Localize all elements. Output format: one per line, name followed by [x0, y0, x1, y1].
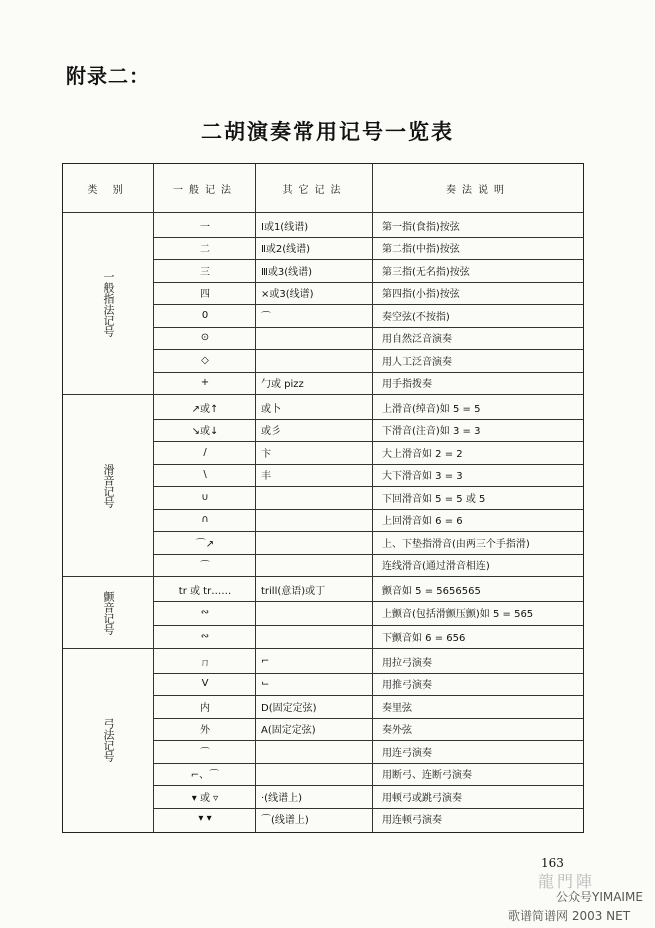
row-22-other-symbol: D(固定定弦) — [261, 702, 317, 714]
row-14-other-symbol — [257, 509, 372, 532]
row-26-description: 用顿弓或跳弓演奏 — [382, 792, 462, 804]
row-21-description: 用推弓演奏 — [382, 680, 432, 692]
row-1-general-symbol: 一 — [200, 221, 210, 233]
row-11-other-symbol: 卞 — [261, 448, 271, 460]
row-1-description: 第一指(食指)按弦 — [382, 221, 460, 233]
row-20-other-symbol: ⌐ — [261, 655, 270, 667]
row-20-description: 用拉弓演奏 — [382, 657, 432, 669]
row-20-general-symbol: ㄇ — [200, 657, 210, 669]
row-23-general-symbol: 外 — [200, 725, 210, 737]
row-4-general-symbol: 四 — [200, 289, 210, 301]
section-divider — [63, 648, 583, 649]
page-number: 163 — [541, 856, 564, 870]
row-7-other-symbol — [257, 349, 372, 372]
row-16-other-symbol — [257, 554, 372, 577]
row-21-general-symbol: V — [201, 678, 209, 690]
category-glissando: 滑音记号 — [102, 464, 115, 508]
header-category: 类 别 — [87, 184, 129, 196]
row-6-description: 用自然泛音演奏 — [382, 334, 452, 346]
row-6-other-symbol — [257, 327, 372, 350]
row-11-general-symbol: / — [203, 446, 207, 458]
row-2-description: 第二指(中指)按弦 — [382, 244, 460, 256]
row-13-description: 下回滑音如 5 = 5 或 5 — [382, 493, 486, 505]
row-5-general-symbol: 0 — [201, 309, 209, 321]
row-26-general-symbol: ▾ 或 ▿ — [191, 792, 219, 804]
header-description: 奏法说明 — [446, 184, 510, 196]
row-27-general-symbol: ▾ ▾ — [198, 813, 212, 825]
row-9-description: 上滑音(绰音)如 5 = 5 — [382, 403, 481, 415]
header-other: 其它记法 — [282, 184, 347, 196]
row-17-other-symbol: trill(意语)或丁 — [261, 586, 326, 598]
row-6-general-symbol: ⊙ — [200, 332, 210, 344]
row-13-other-symbol — [257, 486, 372, 509]
row-4-other-symbol: ×或3(线谱) — [261, 289, 314, 301]
row-14-description: 上回滑音如 6 = 6 — [382, 516, 463, 528]
row-17-general-symbol: tr 或 tr…… — [178, 586, 232, 598]
row-3-description: 第三指(无名指)按弦 — [382, 266, 470, 278]
row-24-general-symbol: ⌒ — [200, 747, 210, 759]
row-22-general-symbol: 内 — [200, 702, 210, 714]
header-general: 一般记法 — [173, 184, 237, 196]
row-23-other-symbol: A(固定定弦) — [261, 725, 316, 737]
row-2-general-symbol: 二 — [200, 244, 210, 256]
row-8-description: 用手指拨奏 — [382, 379, 432, 391]
row-15-description: 上、下垫指滑音(由两三个手指滑) — [382, 538, 530, 550]
row-12-general-symbol: \ — [203, 469, 207, 481]
row-12-description: 大下滑音如 3 = 3 — [382, 471, 463, 483]
row-9-other-symbol: 或卜 — [261, 403, 281, 415]
row-10-description: 下滑音(注音)如 3 = 3 — [382, 426, 481, 438]
section-divider — [63, 394, 583, 395]
row-23-description: 奏外弦 — [382, 725, 412, 737]
row-15-other-symbol — [257, 531, 372, 554]
row-19-general-symbol: ∾ — [200, 630, 210, 642]
row-24-description: 用连弓演奏 — [382, 747, 432, 759]
watermark-account: 公众号YIMAIME — [556, 890, 643, 904]
category-trill: 颤音记号 — [102, 591, 115, 635]
row-8-general-symbol: + — [200, 377, 210, 389]
row-27-description: 用连顿弓演奏 — [382, 815, 442, 827]
section-divider — [63, 576, 583, 577]
row-2-other-symbol: Ⅱ或2(线谱) — [261, 244, 311, 256]
row-9-general-symbol: ↗或↑ — [191, 403, 219, 415]
row-8-other-symbol: 勹或 pizz — [261, 379, 304, 391]
appendix-label: 附录二： — [66, 64, 150, 88]
row-19-description: 下颤音如 6 = 656 — [382, 632, 466, 644]
row-18-description: 上颤音(包括滑颤压颤)如 5 = 565 — [382, 609, 534, 621]
row-12-other-symbol: 丰 — [261, 471, 271, 483]
row-25-general-symbol: ⌐、⌒ — [190, 770, 220, 782]
row-1-other-symbol: Ⅰ或1(线谱) — [261, 221, 309, 233]
row-10-other-symbol: 或彡 — [261, 426, 281, 438]
row-5-description: 奏空弦(不按指) — [382, 311, 450, 323]
category-bowing: 弓法记号 — [102, 718, 115, 762]
category-fingering: 一般指法记号 — [102, 271, 115, 337]
row-10-general-symbol: ↘或↓ — [191, 426, 219, 438]
page-title: 二胡演奏常用记号一览表 — [201, 120, 454, 144]
row-24-other-symbol — [257, 740, 372, 763]
row-13-general-symbol: ∪ — [201, 491, 209, 503]
row-19-other-symbol — [257, 625, 372, 648]
row-16-description: 连线滑音(通过滑音相连) — [382, 561, 490, 573]
row-7-general-symbol: ◇ — [201, 354, 209, 366]
watermark-site: 歌谱简谱网 2003 NET — [508, 909, 631, 923]
row-4-description: 第四指(小指)按弦 — [382, 289, 460, 301]
row-15-general-symbol: ⌒↗ — [195, 538, 215, 550]
symbol-table — [62, 163, 584, 833]
row-5-other-symbol: ⌒ — [261, 311, 271, 323]
row-18-other-symbol — [257, 601, 372, 624]
row-27-other-symbol: ⌒(线谱上) — [261, 815, 309, 827]
row-11-description: 大上滑音如 2 = 2 — [382, 448, 463, 460]
row-18-general-symbol: ∾ — [200, 607, 210, 619]
row-7-description: 用人工泛音演奏 — [382, 356, 452, 368]
row-16-general-symbol: ⌒ — [200, 561, 210, 573]
row-26-other-symbol: ·(线谱上) — [261, 792, 302, 804]
row-17-description: 颤音如 5 = 5656565 — [382, 586, 481, 598]
row-25-other-symbol — [257, 763, 372, 786]
row-3-other-symbol: Ⅲ或3(线谱) — [261, 266, 313, 278]
row-14-general-symbol: ∩ — [201, 514, 209, 526]
row-25-description: 用断弓、连断弓演奏 — [382, 770, 472, 782]
row-3-general-symbol: 三 — [200, 266, 210, 278]
row-21-other-symbol: ⌙ — [261, 678, 270, 690]
header-divider — [63, 212, 583, 213]
row-22-description: 奏里弦 — [382, 702, 412, 714]
watermark-logo: 龍門陣 — [538, 872, 596, 891]
